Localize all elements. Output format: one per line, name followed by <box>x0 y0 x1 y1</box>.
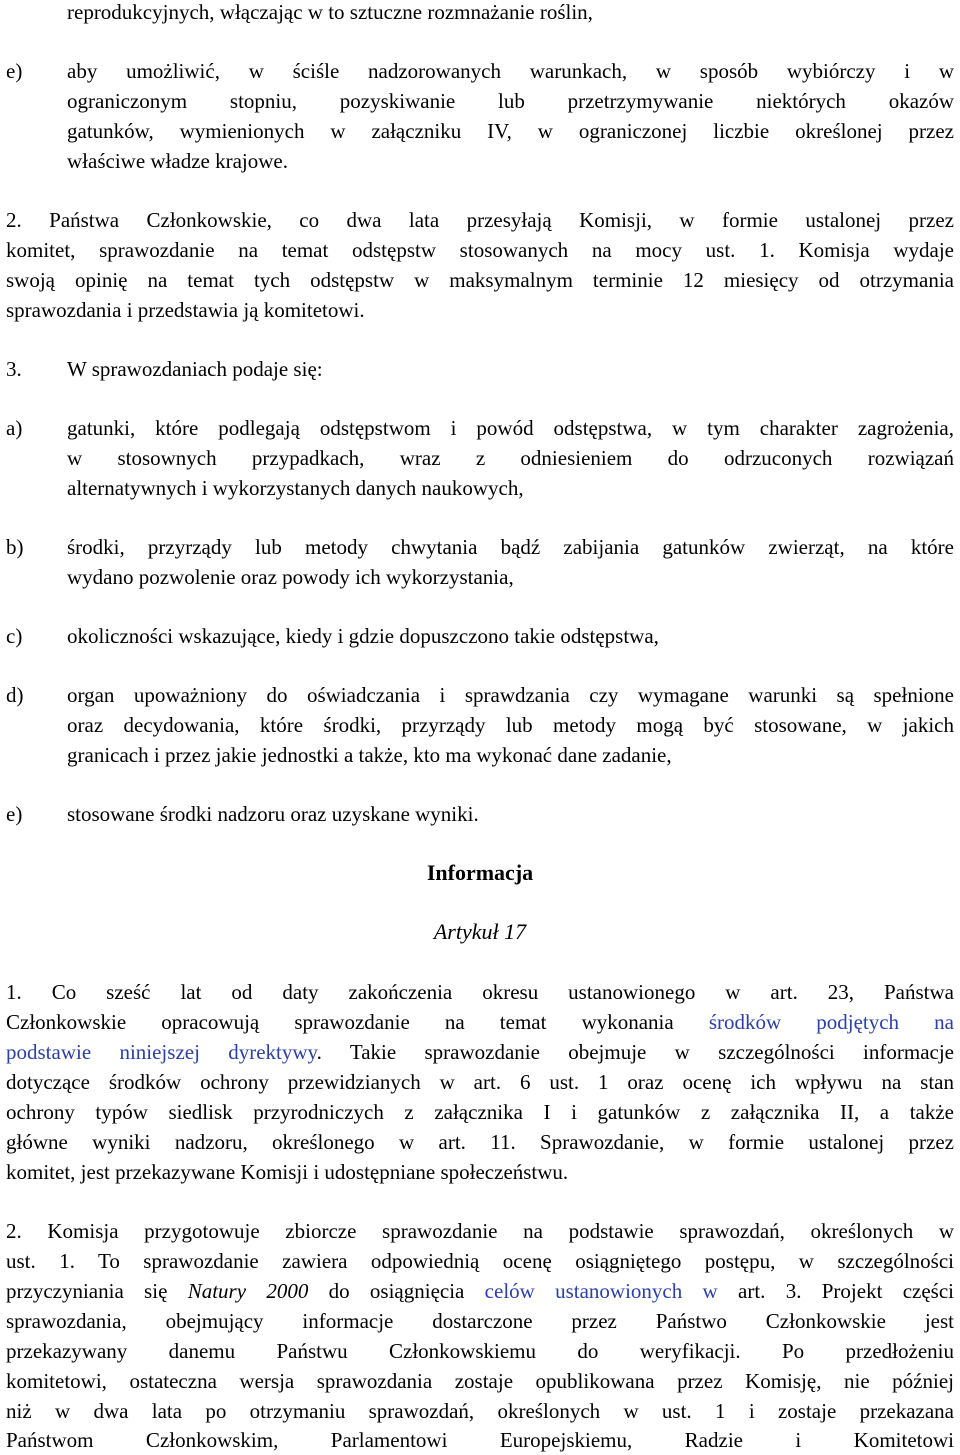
paragraph-line: niż w dwa lata po otrzymaniu sprawozdań, określonych w ust. 1 i zostaje przekazana <box>6 1399 954 1423</box>
list-item-label: e) <box>6 59 23 83</box>
paragraph-text: W sprawozdaniach podaje się: <box>67 357 323 381</box>
paragraph-line: sprawozdania, obejmujący informacje dostarczone przez Państwo Członkowskie jest <box>6 1309 954 1333</box>
list-item-text: w stosownych przypadkach, wraz z odniesieniem do odrzuconych rozwiązań <box>67 446 954 470</box>
paragraph-line: swoją opinię na temat tych odstępstw w maksymalnym terminie 12 miesięcy od otrzymania <box>6 268 954 292</box>
list-item-label: c) <box>6 624 23 648</box>
paragraph-text: art. 3. Projekt części <box>717 1279 954 1303</box>
list-item-text: organ upoważniony do oświadczania i sprawdzania czy wymagane warunki są spełnione <box>67 683 954 707</box>
section-heading: Informacja <box>426 860 534 885</box>
paragraph-text: do osiągnięcia <box>308 1279 485 1303</box>
paragraph-line: główne wyniki nadzoru, określonego w art. 11. Sprawozdanie, w formie ustalonej przez <box>6 1130 954 1154</box>
reference-link[interactable]: celów ustanowionych w <box>484 1279 718 1303</box>
paragraph-text: . Takie sprawozdanie obejmuje w szczególności informacje <box>316 1040 954 1064</box>
paragraph-line: 2. Komisja przygotowuje zbiorcze sprawozdanie na podstawie sprawozdań, określonych w <box>6 1219 954 1243</box>
reference-link[interactable]: środków podjętych na <box>708 1010 954 1034</box>
list-item-label: d) <box>6 683 24 707</box>
italic-term: Natury 2000 <box>187 1279 309 1303</box>
list-item-text: aby umożliwić, w ściśle nadzorowanych warunkach, w sposób wybiórczy i w <box>67 59 954 83</box>
paragraph-line: sprawozdania i przedstawia ją komitetowi. <box>6 298 365 322</box>
paragraph-line <box>6 1037 954 1067</box>
list-item-label: b) <box>6 535 24 559</box>
list-item-label: e) <box>6 802 23 826</box>
paragraph-line: komitet, jest przekazywane Komisji i udostępniane społeczeństwu. <box>6 1160 569 1184</box>
list-item-text: oraz decydowania, które środki, przyrządy lub metody mogą być stosowane, w jakich <box>67 713 954 737</box>
list-item-text: ograniczonym stopniu, pozyskiwanie lub przetrzymywanie niektórych okazów <box>67 89 954 113</box>
list-item-label: a) <box>6 416 23 440</box>
paragraph-line: Państwom Członkowskim, Parlamentowi Europejskiemu, Radzie i Komitetowi <box>6 1428 954 1452</box>
paragraph-line: 2. Państwa Członkowskie, co dwa lata przesyłają Komisji, w formie ustalonej przez <box>6 208 954 232</box>
continuation-line: reprodukcyjnych, włączając w to sztuczne rozmnażanie roślin, <box>67 0 593 24</box>
paragraph-text: przyczyniania się <box>6 1279 188 1303</box>
paragraph-line: komitet, sprawozdanie na temat odstępstw stosowanych na mocy ust. 1. Komisja wydaje <box>6 238 954 262</box>
paragraph-number: 3. <box>6 357 22 381</box>
list-item-e-second <box>6 799 954 829</box>
paragraph-line: 1. Co sześć lat od daty zakończenia okresu ustanowionego w art. 23, Państwa <box>6 980 954 1004</box>
paragraph-text: Członkowskie opracowują sprawozdanie na temat wykonania <box>6 1010 709 1034</box>
paragraph-line: komitetowi, ostateczna wersja sprawozdania zostaje opublikowana przez Komisję, nie później <box>6 1369 954 1393</box>
article-title: Artykuł 17 <box>433 919 527 944</box>
paragraph-line: dotyczące środków ochrony przewidzianych w art. 6 ust. 1 oraz ocenę ich wpływu na stan <box>6 1070 954 1094</box>
paragraph-line <box>6 1007 954 1037</box>
list-item-text: wydano pozwolenie oraz powody ich wykorzystania, <box>67 565 514 589</box>
list-item-text: gatunków, wymienionych w załączniku IV, w ograniczonej liczbie określonej przez <box>67 119 954 143</box>
list-item-text: granicach i przez jakie jednostki a także, kto ma wykonać dane zadanie, <box>67 743 672 767</box>
list-item-text: stosowane środki nadzoru oraz uzyskane wyniki. <box>67 802 479 826</box>
list-item-c <box>6 621 954 651</box>
list-item-text: okoliczności wskazujące, kiedy i gdzie dopuszczono takie odstępstwa, <box>67 624 659 648</box>
list-item-text: właściwe władze krajowe. <box>67 149 288 173</box>
paragraph-line: ochrony typów siedlisk przyrodniczych z załącznika I i gatunków z załącznika II, a także <box>6 1100 954 1124</box>
paragraph-line <box>6 1276 954 1306</box>
list-item-text: gatunki, które podlegają odstępstwom i powód odstępstwa, w tym charakter zagrożenia, <box>67 416 954 440</box>
list-item-text: środki, przyrządy lub metody chwytania bądź zabijania gatunków zwierząt, na które <box>67 535 954 559</box>
paragraph-line: przekazywany danemu Państwu Członkowskiemu do weryfikacji. Po przedłożeniu <box>6 1339 954 1363</box>
list-item-text: alternatywnych i wykorzystanych danych naukowych, <box>67 476 524 500</box>
paragraph-3 <box>6 354 954 384</box>
reference-link[interactable]: podstawie niniejszej dyrektywy <box>6 1040 317 1064</box>
paragraph-line: ust. 1. To sprawozdanie zawiera odpowiednią ocenę osiągniętego postępu, w szczególności <box>6 1249 954 1273</box>
